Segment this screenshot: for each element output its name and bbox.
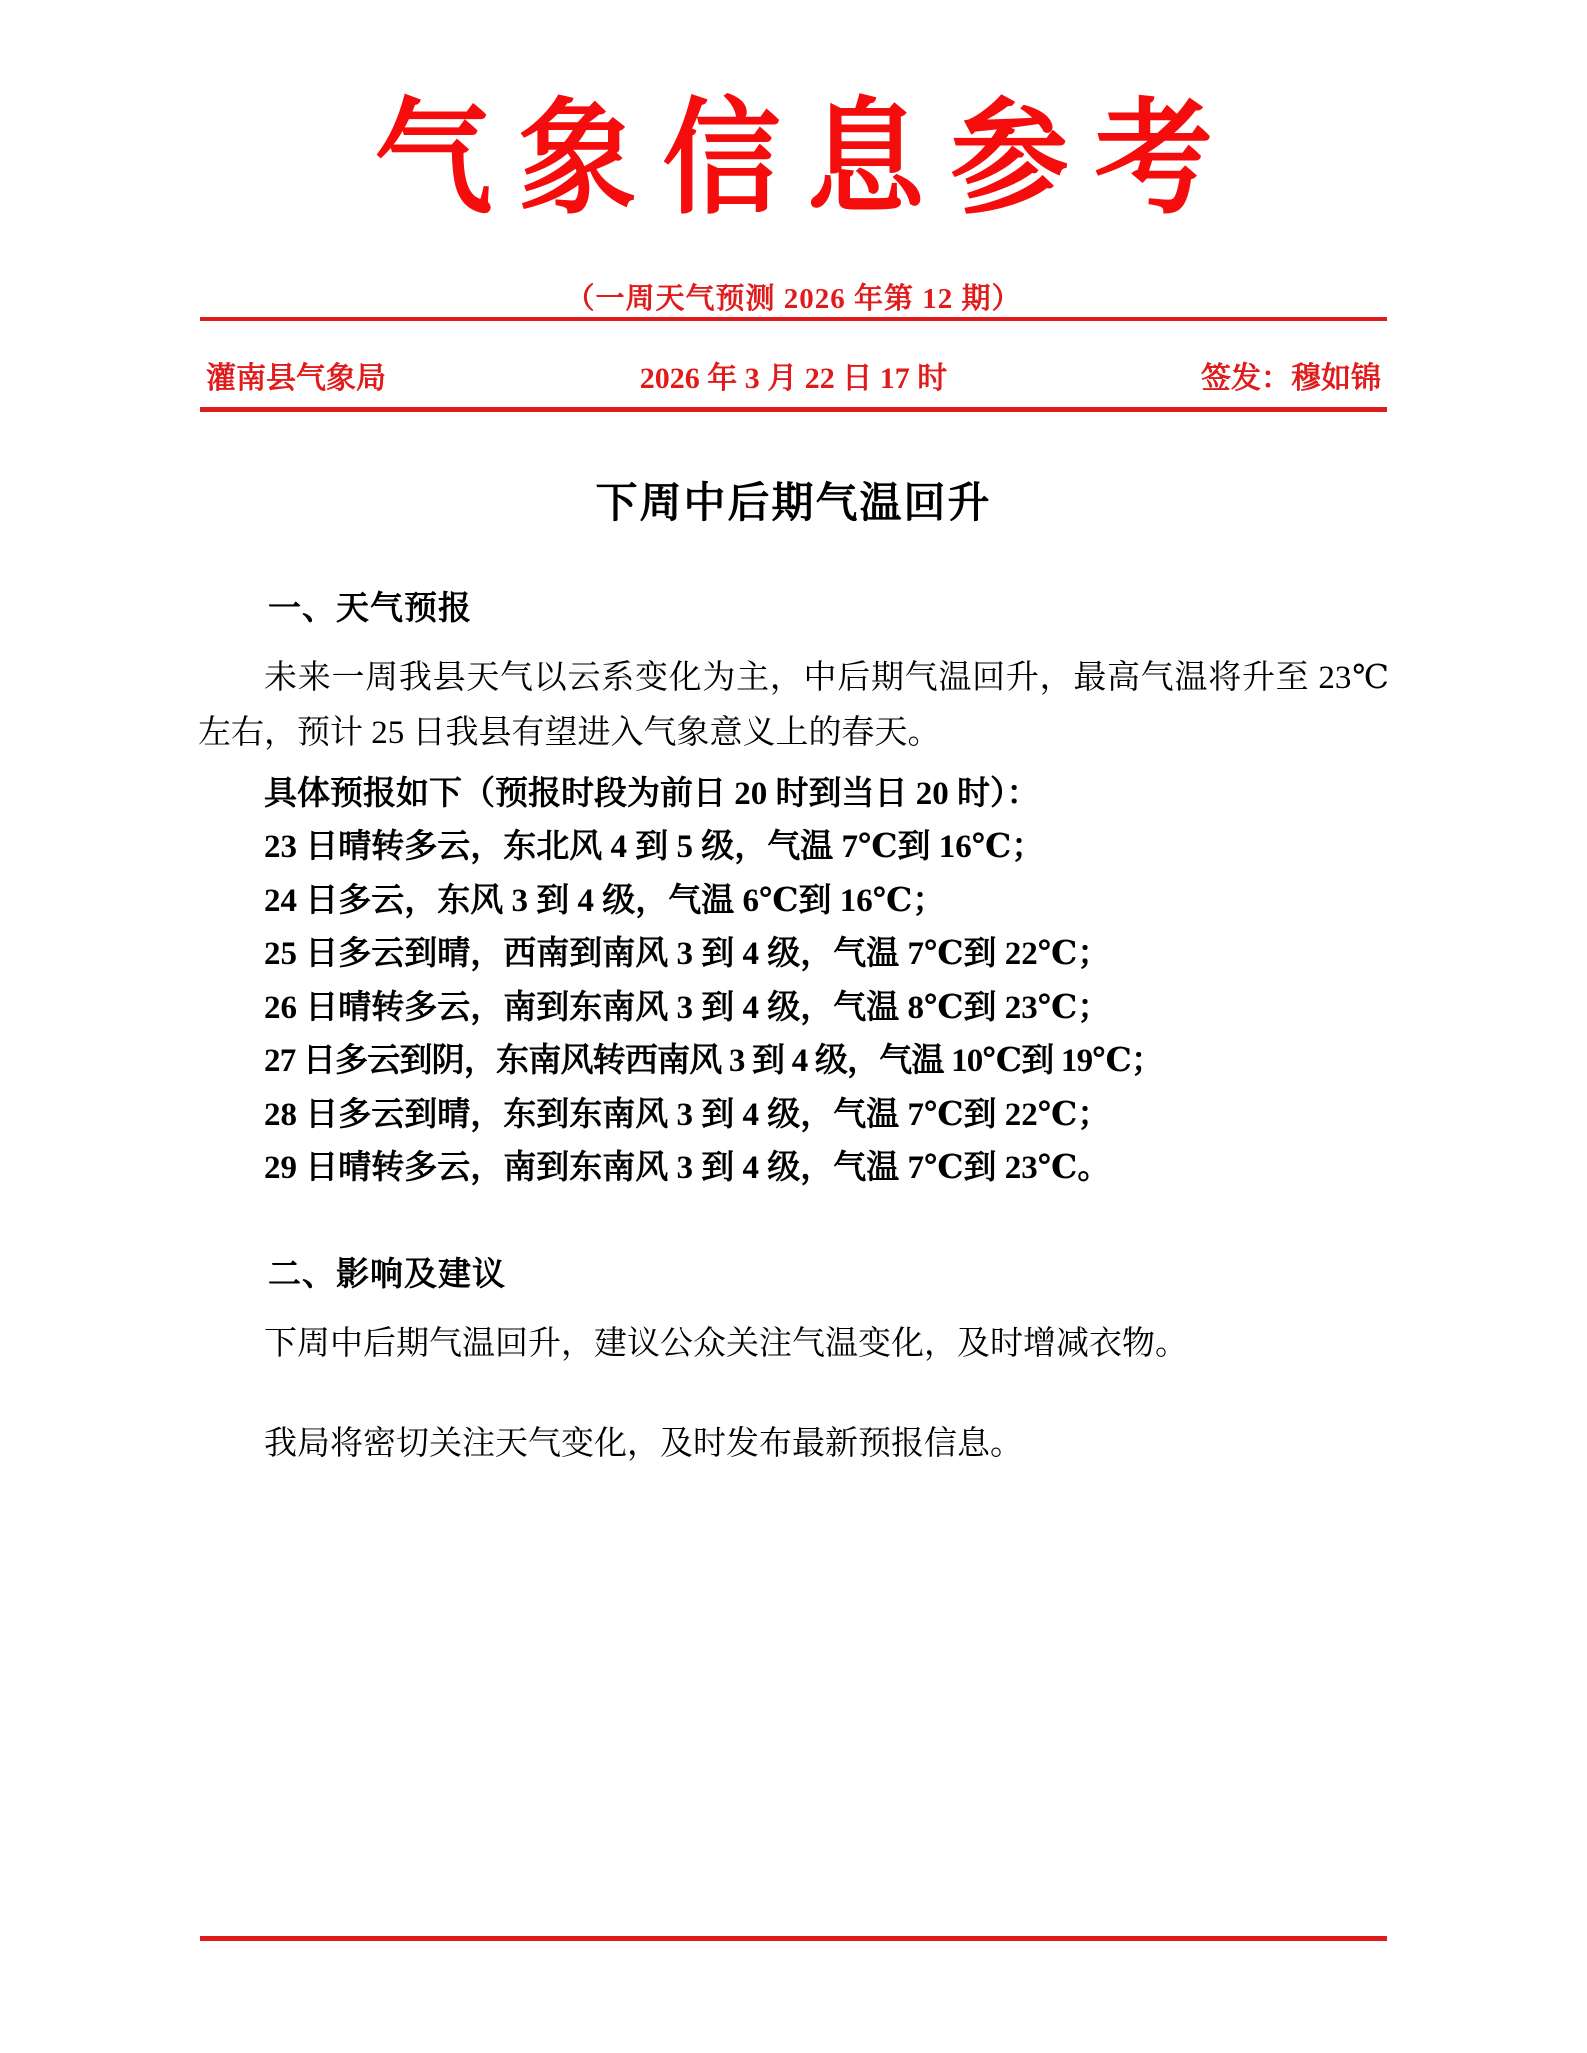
masthead-title: 气象信息参考 (374, 83, 1239, 232)
masthead (190, 0, 1397, 317)
forecast-list (190, 768, 1397, 1196)
forecast-intro: 具体预报如下（预报时段为前日 20 时到当日 20 时）： (264, 776, 1040, 813)
forecast-day-line: 29 日晴转多云，南到东南风 3 到 4 级，气温 7℃到 23℃。 (264, 1150, 1111, 1187)
footer-rule (200, 1936, 1387, 1941)
footer-rule-wrap (190, 1936, 1397, 1941)
closing-paragraph: 我局将密切关注天气变化，及时发布最新预报信息。 (264, 1426, 1023, 1463)
issue-number: （一周天气预测 2026 年第 12 期） (565, 283, 1022, 316)
issue-datetime: 2026 年 3 月 22 日 17 时 (639, 362, 948, 396)
header-meta-row (190, 353, 1397, 407)
page-title: 下周中后期气温回升 (595, 478, 992, 528)
section-heading-forecast: 一、天气预报 (268, 588, 472, 628)
impact-paragraph: 下周中后期气温回升，建议公众关注气温变化，及时增减衣物。 (264, 1325, 1188, 1362)
forecast-day-line: 24 日多云，东风 3 到 4 级，气温 6℃到 16℃； (264, 882, 946, 919)
forecast-day-line: 23 日晴转多云，东北风 4 到 5 级，气温 7℃到 16℃； (264, 829, 1045, 866)
section-heading-impact: 二、影响及建议 (268, 1253, 506, 1293)
header-rule-bottom (200, 407, 1387, 412)
forecast-day-line: 25 日多云到晴，西南到南风 3 到 4 级，气温 7℃到 22℃； (264, 936, 1111, 973)
issuing-office: 灌南县气象局 (206, 362, 386, 396)
forecast-day-line: 28 日多云到晴，东到东南风 3 到 4 级，气温 7℃到 22℃； (264, 1096, 1111, 1133)
signer: 签发：穆如锦 (1201, 362, 1381, 396)
forecast-summary-paragraph: 未来一周我县天气以云系变化为主，中后期气温回升，最高气温将升至 23℃左右，预计 25 日我县有望进入气象意义上的春天。 (198, 660, 1389, 751)
header-rule-top (200, 317, 1387, 321)
forecast-day-line: 27 日多云到阴，东南风转西南风 3 到 4 级，气温 10℃到 19℃； (264, 1043, 1164, 1080)
forecast-day-line: 26 日晴转多云，南到东南风 3 到 4 级，气温 8℃到 23℃； (264, 989, 1111, 1026)
